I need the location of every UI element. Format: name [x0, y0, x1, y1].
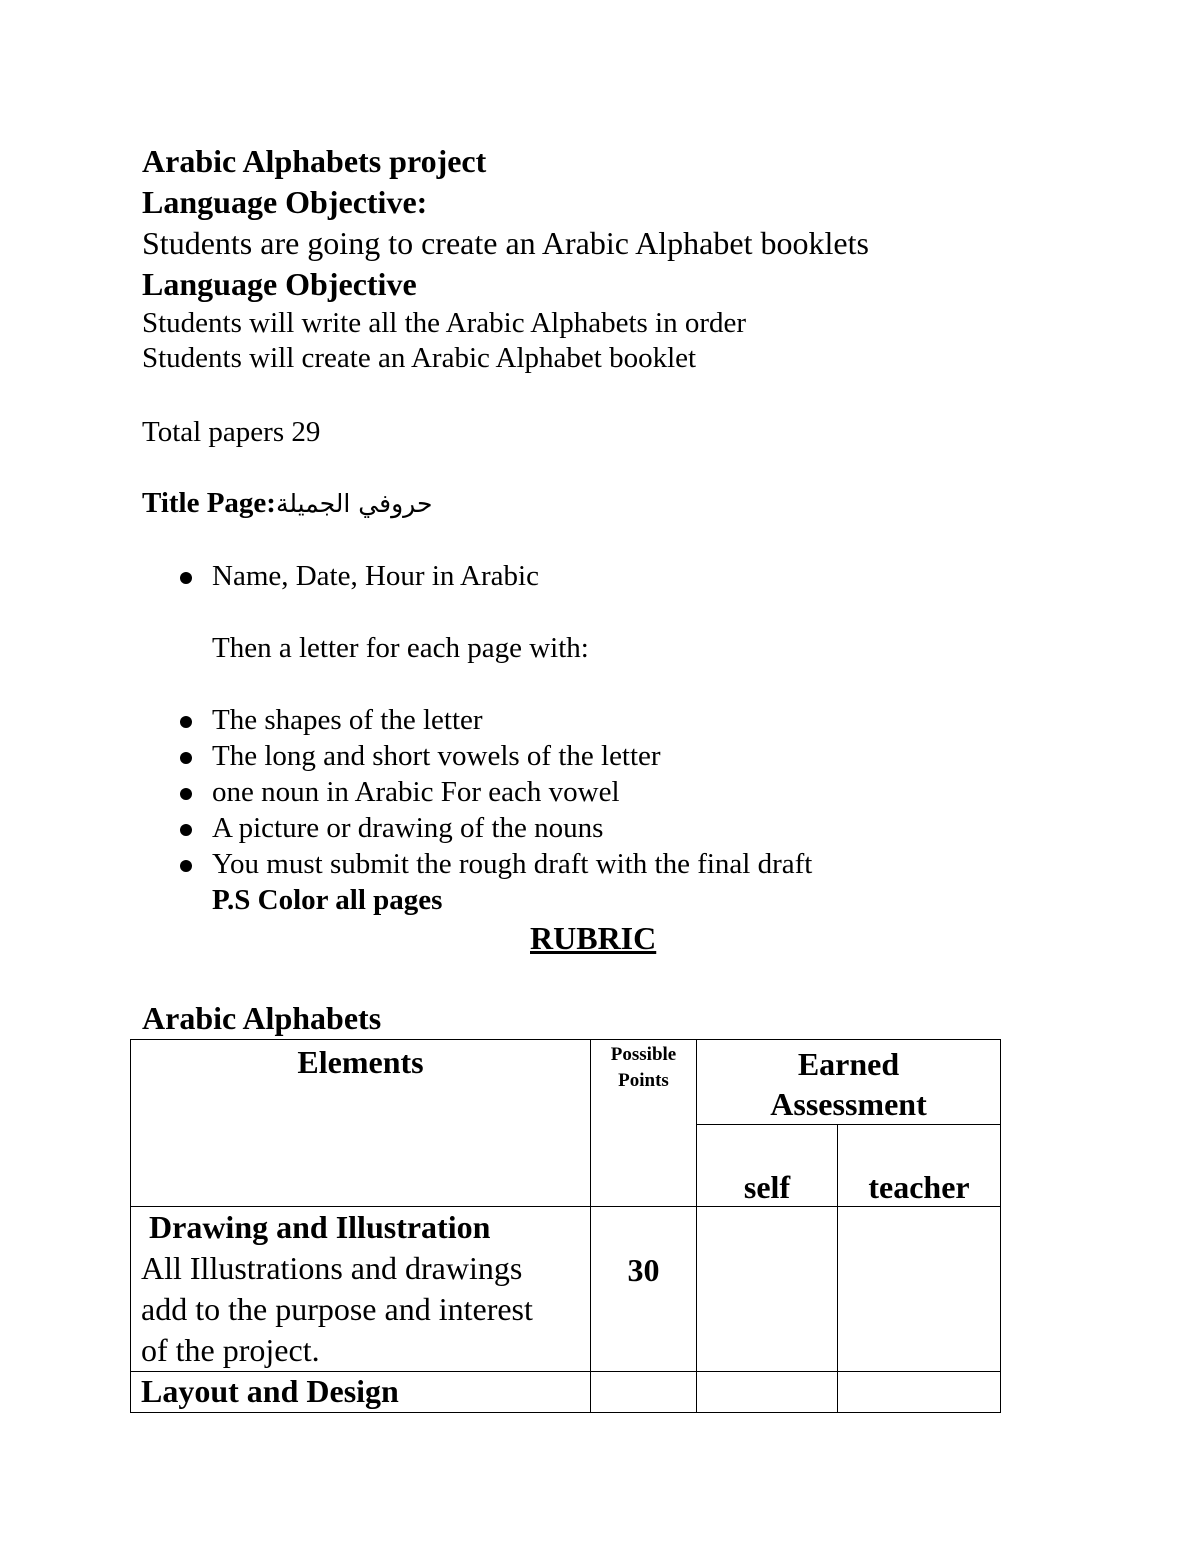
objective-line: Students will write all the Arabic Alphabets in order [142, 307, 747, 339]
ps-note: P.S Color all pages [212, 884, 443, 916]
header-self: self [697, 1125, 838, 1207]
list-item: You must submit the rough draft with the final draft [212, 848, 813, 880]
header-elements: Elements [131, 1040, 591, 1207]
list-item: The long and short vowels of the letter [212, 740, 661, 772]
points-label: Points [618, 1070, 669, 1091]
self-score-cell[interactable] [697, 1207, 838, 1372]
element-cell [131, 1207, 591, 1372]
total-papers: Total papers 29 [142, 416, 321, 448]
document-title: Arabic Alphabets project [142, 143, 487, 179]
element-title: Drawing and Illustration [149, 1209, 491, 1245]
rubric-table [130, 1039, 1001, 1413]
list-item: one noun in Arabic For each vowel [212, 776, 620, 808]
header-teacher: teacher [838, 1125, 1001, 1207]
bullet-dot [180, 860, 192, 872]
objective-line: Students will create an Arabic Alphabet booklet [142, 342, 697, 374]
title-page-line [142, 487, 432, 520]
teacher-score-cell[interactable] [838, 1372, 1001, 1413]
element-title: Layout and Design [131, 1372, 591, 1413]
teacher-score-cell[interactable] [838, 1207, 1001, 1372]
title-page-arabic: حروفي الجميلة [275, 489, 433, 518]
bullet-dot [180, 716, 192, 728]
objective-text: Students are going to create an Arabic Alphabet booklets [142, 225, 869, 261]
header-possible-points [591, 1040, 697, 1207]
earned-label: Earned [797, 1046, 900, 1082]
rubric-heading: RUBRIC [530, 920, 657, 956]
points-cell: 30 [591, 1207, 697, 1372]
element-desc-line: add to the purpose and interest [141, 1291, 533, 1327]
table-row [131, 1372, 1001, 1413]
bullet-dot [180, 824, 192, 836]
header-earned-assessment [697, 1040, 1001, 1125]
list-item: The shapes of the letter [212, 704, 483, 736]
possible-label: Possible [610, 1044, 677, 1065]
table-row [131, 1207, 1001, 1372]
bullet-dot [180, 572, 192, 584]
element-desc-line: All Illustrations and drawings [141, 1250, 523, 1286]
list-item: A picture or drawing of the nouns [212, 812, 604, 844]
title-page-label: Title Page: [142, 487, 276, 519]
then-line: Then a letter for each page with: [212, 632, 589, 664]
element-desc-line: of the project. [141, 1332, 320, 1368]
bullet-dot [180, 788, 192, 800]
rubric-subheading: Arabic Alphabets [142, 1000, 382, 1036]
assessment-label: Assessment [770, 1086, 927, 1122]
self-score-cell[interactable] [697, 1372, 838, 1413]
objective-heading: Language Objective: [142, 184, 428, 220]
objective-heading-2: Language Objective [142, 266, 417, 302]
list-item: Name, Date, Hour in Arabic [212, 560, 539, 592]
bullet-dot [180, 752, 192, 764]
points-cell [591, 1372, 697, 1413]
